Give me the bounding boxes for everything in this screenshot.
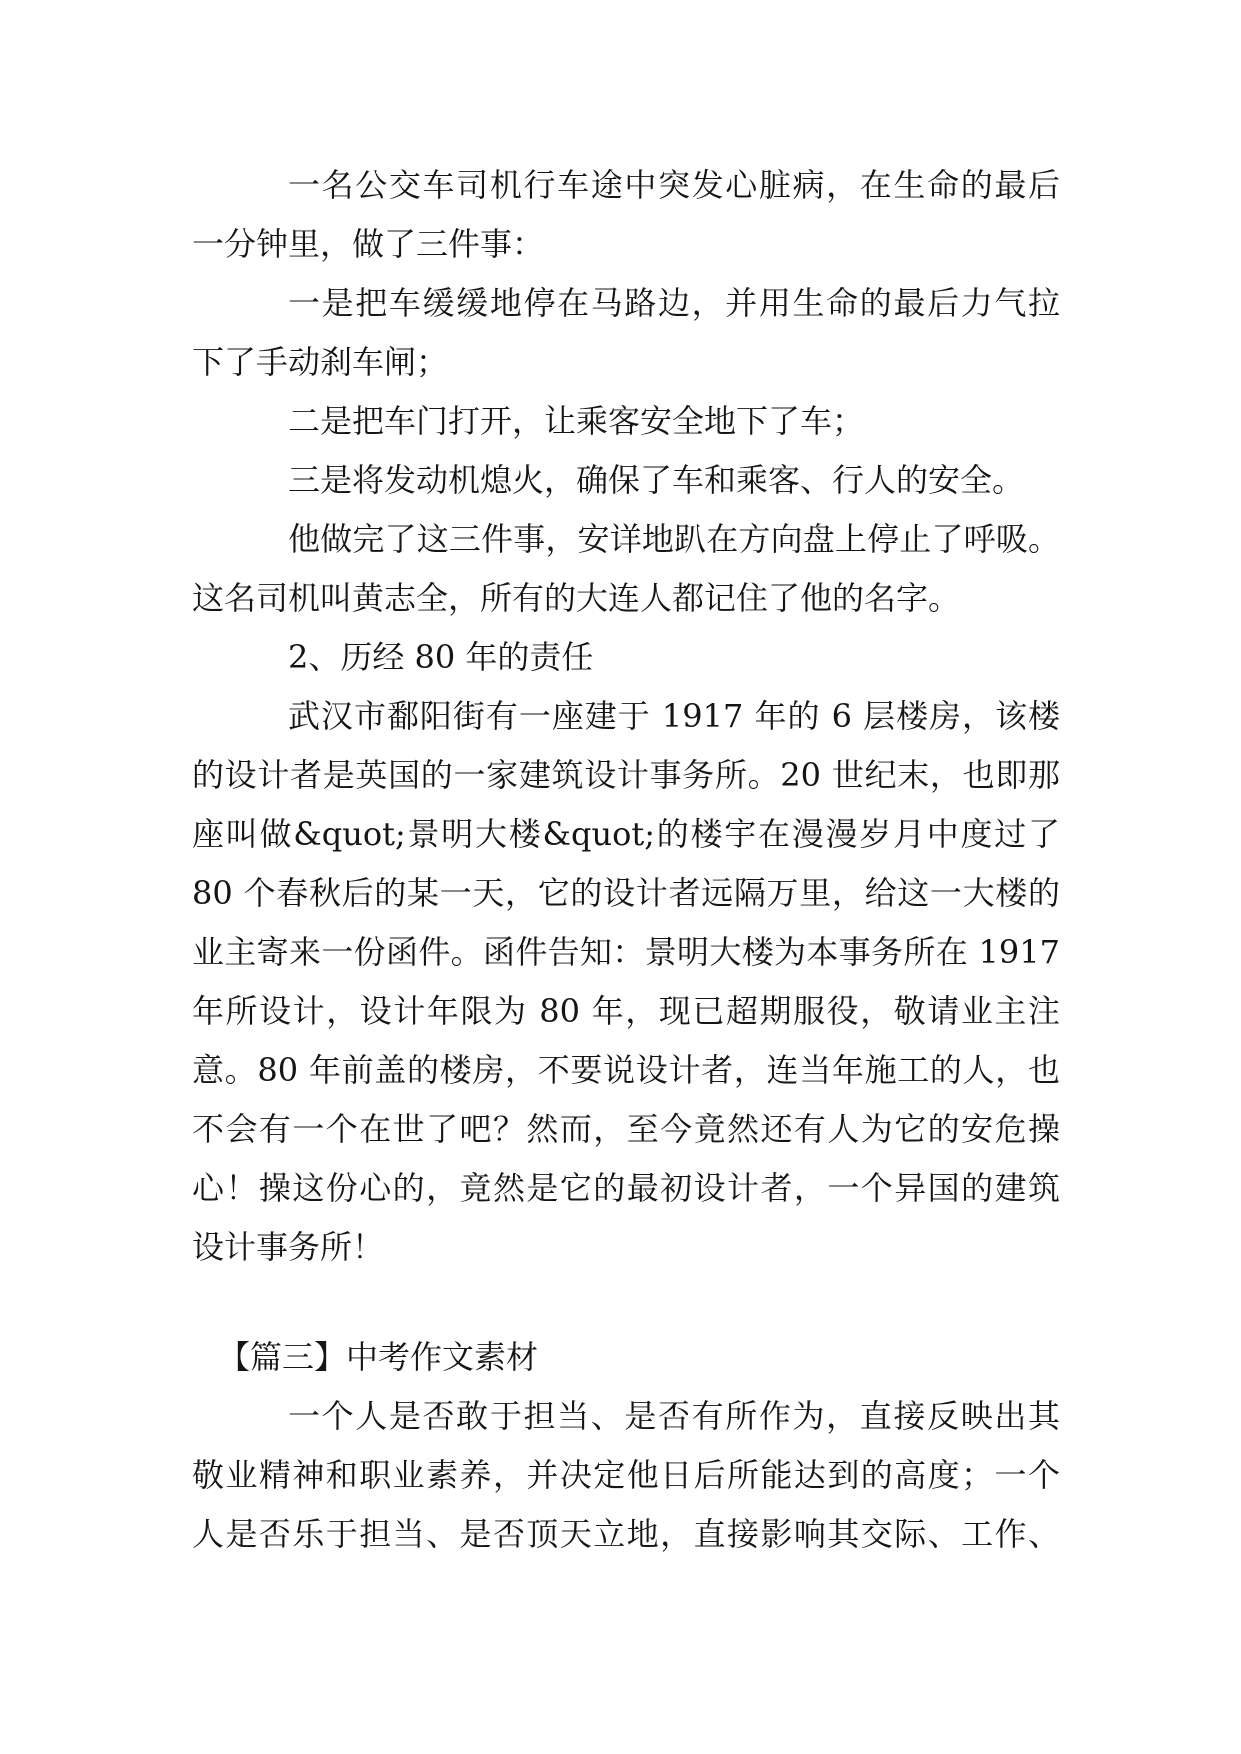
text-line: 座叫做&quot;景明大楼&quot;的楼宇在漫漫岁月中度过了 bbox=[192, 815, 1060, 853]
text-line: 一分钟里，做了三件事： bbox=[192, 225, 545, 263]
text-line: 一是把车缓缓地停在马路边，并用生命的最后力气拉 bbox=[288, 284, 1060, 322]
text-line: 三是将发动机熄火，确保了车和乘客、行人的安全。 bbox=[288, 461, 1025, 499]
text-line: 意。80 年前盖的楼房，不要说设计者，连当年施工的人，也 bbox=[192, 1051, 1060, 1089]
text-line: 这名司机叫黄志全，所有的大连人都记住了他的名字。 bbox=[192, 579, 961, 617]
text-line: 一名公交车司机行车途中突发心脏病，在生命的最后 bbox=[288, 166, 1060, 204]
text-line: 二是把车门打开，让乘客安全地下了车； bbox=[288, 402, 865, 440]
text-line: 心！操这份心的，竟然是它的最初设计者，一个异国的建筑 bbox=[192, 1169, 1060, 1207]
paragraph bbox=[192, 687, 1060, 1277]
paragraph bbox=[192, 156, 1060, 274]
paragraph bbox=[192, 451, 1060, 510]
paragraph bbox=[192, 1387, 1060, 1564]
paragraph bbox=[192, 510, 1060, 628]
story-title: 2、历经 80 年的责任 bbox=[288, 638, 594, 676]
section-heading: 【篇三】中考作文素材 bbox=[218, 1338, 539, 1376]
text-line: 敬业精神和职业素养，并决定他日后所能达到的高度；一个 bbox=[192, 1456, 1060, 1494]
text-line: 下了手动刹车闸； bbox=[192, 343, 449, 381]
text-line: 80 个春秋后的某一天，它的设计者远隔万里，给这一大楼的 bbox=[192, 874, 1060, 912]
paragraph bbox=[192, 274, 1060, 392]
text-line: 一个人是否敢于担当、是否有所作为，直接反映出其 bbox=[288, 1397, 1060, 1435]
text-line: 人是否乐于担当、是否顶天立地，直接影响其交际、工作、 bbox=[192, 1515, 1060, 1553]
text-line: 的设计者是英国的一家建筑设计事务所。20 世纪末，也即那 bbox=[192, 756, 1060, 794]
text-line: 设计事务所！ bbox=[192, 1228, 385, 1266]
text-line: 他做完了这三件事，安详地趴在方向盘上停止了呼吸。 bbox=[288, 520, 1060, 558]
text-line: 武汉市鄱阳街有一座建于 1917 年的 6 层楼房，该楼 bbox=[288, 697, 1060, 735]
text-line: 年所设计，设计年限为 80 年，现已超期服役，敬请业主注 bbox=[192, 992, 1060, 1030]
text-line: 业主寄来一份函件。函件告知：景明大楼为本事务所在 1917 bbox=[192, 933, 1060, 971]
paragraph bbox=[192, 392, 1060, 451]
section-spacer bbox=[192, 1277, 1060, 1328]
text-line: 不会有一个在世了吧？然而，至今竟然还有人为它的安危操 bbox=[192, 1110, 1060, 1148]
document-body bbox=[192, 156, 1060, 1564]
